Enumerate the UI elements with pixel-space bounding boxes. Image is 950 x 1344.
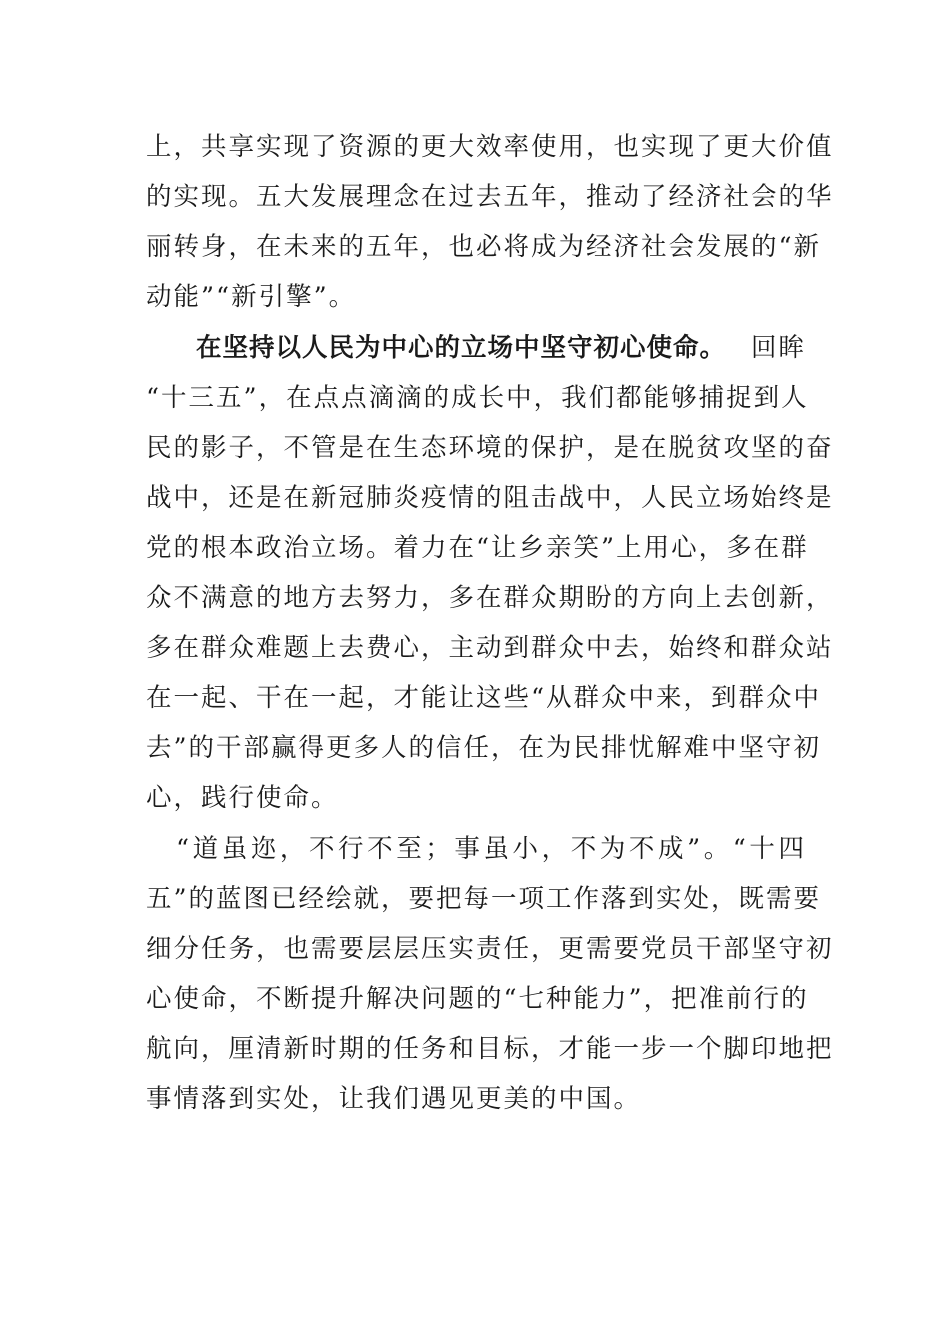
paragraph-2-line-8: 在一起、干在一起，才能让这些“从群众中来，到群众中 <box>146 683 822 713</box>
paragraph-1-line-4: 动能”“新引擎”。 <box>146 282 357 312</box>
paragraph-1-line-2: 的实现。五大发展理念在过去五年，推动了经济社会的华 <box>146 182 834 212</box>
paragraph-1-line-3: 丽转身，在未来的五年，也必将成为经济社会发展的“新 <box>146 232 822 262</box>
paragraph-2-line-4: 战中，还是在新冠肺炎疫情的阻击战中，人民立场始终是 <box>146 483 834 513</box>
paragraph-2-line-3: 民的影子，不管是在生态环境的保护，是在脱贫攻坚的奋 <box>146 433 834 463</box>
paragraph-2-line-1 <box>196 322 806 374</box>
paragraph-3-line-4: 心使命，不断提升解决问题的“七种能力”，把准前行的 <box>146 984 809 1014</box>
paragraph-3-line-1: “道虽迩，不行不至；事虽小，不为不成”。“十四 <box>176 834 806 864</box>
paragraph-2-line-5: 党的根本政治立场。着力在“让乡亲笑”上用心，多在群 <box>146 533 809 563</box>
paragraph-3-line-2: 五”的蓝图已经绘就，要把每一项工作落到实处，既需要 <box>146 884 822 914</box>
paragraph-1-line-1: 上，共享实现了资源的更大效率使用，也实现了更大价值 <box>146 132 834 162</box>
paragraph-2-line-6: 众不满意的地方去努力，多在群众期盼的方向上去创新， <box>146 583 834 613</box>
paragraph-2-heading: 在坚持以人民为中心的立场中坚守初心使命。 <box>196 333 727 363</box>
paragraph-3-line-6: 事情落到实处，让我们遇见更美的中国。 <box>146 1084 642 1114</box>
paragraph-3-line-5: 航向，厘清新时期的任务和目标，才能一步一个脚印地把 <box>146 1034 834 1064</box>
paragraph-2-line-10: 心，践行使命。 <box>146 783 339 813</box>
paragraph-2-line-2: “十三五”，在点点滴滴的成长中，我们都能够捕捉到人 <box>146 383 809 413</box>
paragraph-2-first-line-rest: 回眸 <box>750 333 806 363</box>
paragraph-2-line-7: 多在群众难题上去费心，主动到群众中去，始终和群众站 <box>146 633 834 663</box>
paragraph-2-line-9: 去”的干部赢得更多人的信任，在为民排忧解难中坚守初 <box>146 733 822 763</box>
paragraph-3-line-3: 细分任务，也需要层层压实责任，更需要党员干部坚守初 <box>146 934 834 964</box>
